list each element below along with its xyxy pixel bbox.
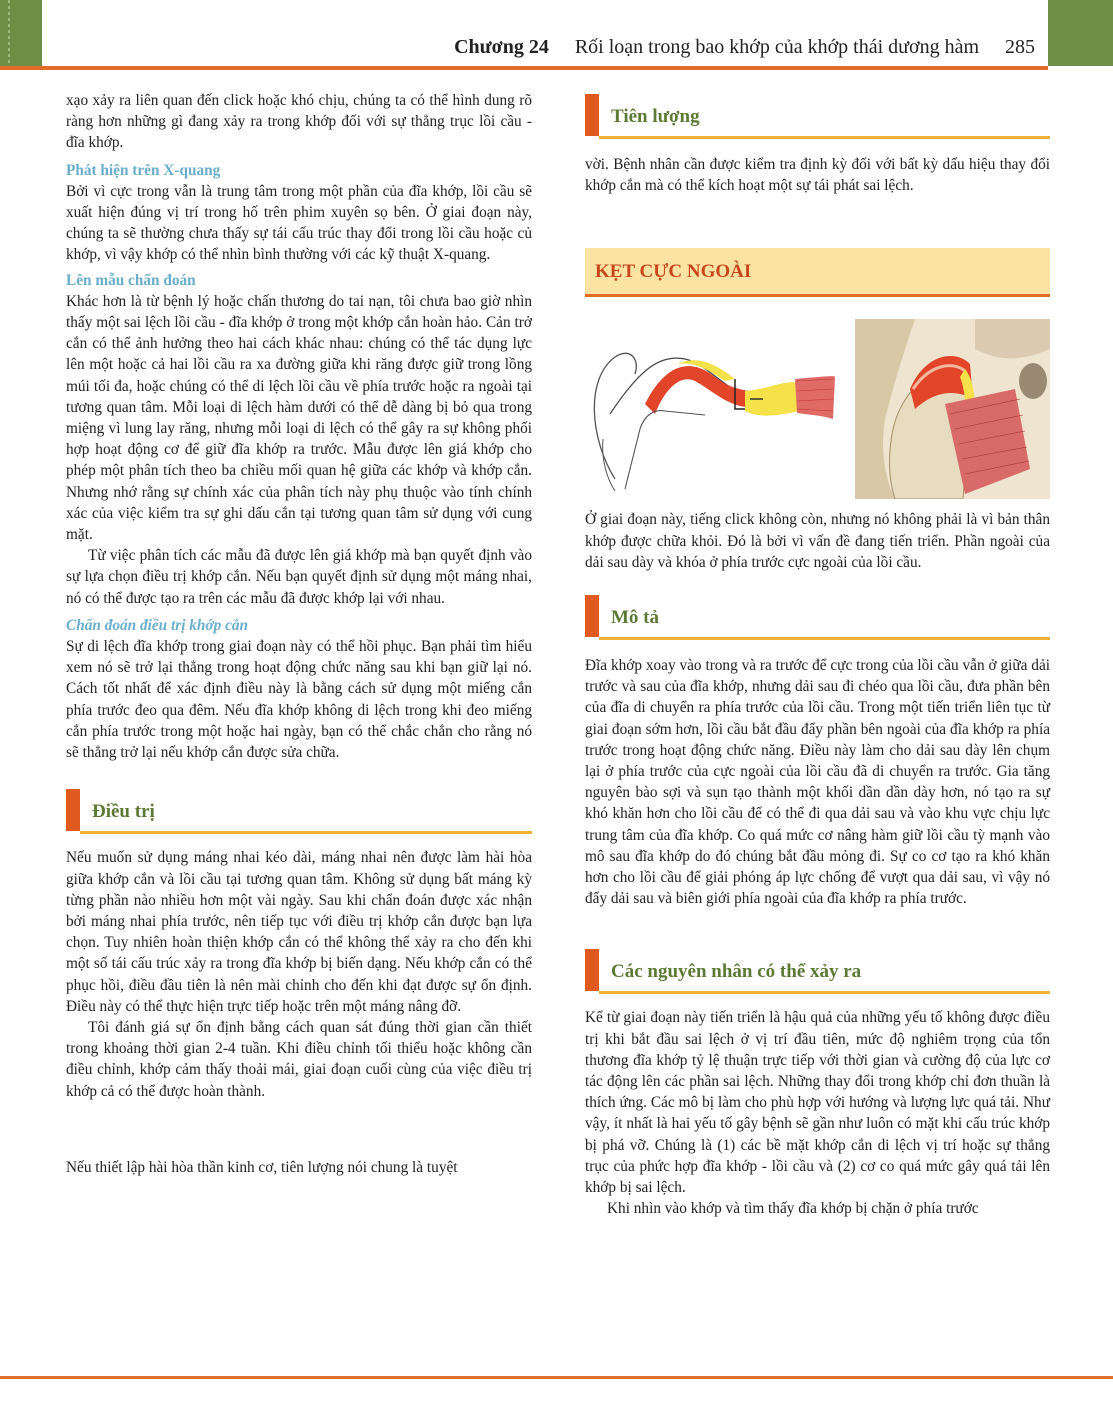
section-marker [585,94,599,136]
section-heading-causes [585,949,1050,993]
paragraph: Kể từ giai đoạn này tiến triển là hậu quả của những yếu tố không được điều trị khi bắt đầu sai lệch ở vị trí đầu tiên, mức độ nghiêm trọng của tổn thương đĩa khớp tỷ lệ thuận trực tiếp với thời gian và cường độ của lực cơ tác động lên các phần sai lệch. Những thay đổi trong khớp chỉ đơn thuần là thích ứng. Các mô bị làm cho phù hợp với hướng và lượng lực quá tải. Như vậy, ít nhất là hai yếu tố gây bệnh sẽ gần như luôn có mặt khi cấu trúc khớp bị phá vỡ. Chúng là (1) các bề mặt khớp cắn di lệch vị trí hoặc sự thẳng trục của phức hợp đĩa khớp - lồi cầu và (2) cơ co quá mức gây quá tải lên khớp bị sai lệch. [585,1009,1050,1197]
section-marker [585,595,599,637]
paragraph: Sự di lệch đĩa khớp trong giai đoạn này có thể hồi phục. Bạn phải tìm hiểu xem nó sẽ trở lại thẳng trong hoạt động chức năng sau khi bạn giữ lại nó. Cách tốt nhất để xác định điều này là bằng cách sử dụng một miếng cắn phía trước đeo qua đêm. Nếu đĩa khớp không di lệch trong khi đeo miếng cắn phía trước trong một hoặc hai ngày, bạn có thể chắc chắn cho rằng nó sẽ thẳng trở lại nếu khớp cắn được sửa chữa. [66,638,532,762]
section-marker [585,949,599,991]
section-heading-treatment [66,789,532,833]
header-rule [0,66,1048,70]
subheading-xray: Phát hiện trên X-quang [66,161,221,179]
left-column [66,90,532,1178]
section-rule [599,637,1050,640]
right-column [585,90,1050,1219]
section-marker [66,789,80,831]
section-title: Mô tả [611,607,660,629]
running-header [454,36,1035,59]
paragraph: Nếu muốn sử dụng máng nhai kéo dài, máng nhai nên được làm hài hòa giữa khớp cắn và lồi cầu tại tương quan tâm. Không sử dụng bất máng kỳ từng phần nào nhiều hơn một vài ngày. Sau khi chẩn đoán được xác nhận bởi máng nhai phía trước, nên tiếp tục với điều trị khớp cắn được bạn lựa chọn. Tuy nhiên hoàn thiện khớp cắn có thể không thể xảy ra cho đến khi một số tái cấu trúc xảy ra trong đĩa khớp bị biến dạng. Nếu khớp cắn có thể phục hồi, điều đầu tiên là nên mài chỉnh cho đến khi đạt được sự ổn định. Điều này có thể thực hiện trực tiếp hoặc trên một máng nâng đỡ. [66,849,532,1015]
footer-rule [0,1376,1113,1379]
paragraph: xạo xảy ra liên quan đến click hoặc khó chịu, chúng ta có thể hình dung rõ ràng hơn những gì đang xảy ra trong khớp đối với sự thẳng trục lồi cầu - đĩa khớp. [66,92,532,152]
paragraph: Nếu thiết lập hài hòa thần kinh cơ, tiên lượng nói chung là tuyệt [66,1158,458,1176]
section-rule [599,991,1050,994]
subheading-model: Lên mẫu chẩn đoán [66,271,196,289]
tmj-anatomy-illustration [855,319,1050,499]
section-heading-prognosis [585,94,1050,138]
page-number: 285 [1005,36,1035,58]
paragraph: vời. Bệnh nhân cần được kiểm tra định kỳ đối với bất kỳ dấu hiệu thay đổi khớp cắn mà có thể kích hoạt một sự tái phát sai lệch. [585,156,1050,195]
section-title: Các nguyên nhân có thể xảy ra [611,961,862,983]
chapter-label: Chương 24 [454,36,549,58]
paragraph: Bởi vì cực trong vẫn là trung tâm trong một phần của đĩa khớp, lồi cầu sẽ xuất hiện đúng vị trí trong hố trên phim xuyên sọ bên. Ở giai đoạn này, chúng ta sẽ thường chưa thấy sự tái cấu trúc thay đổi trong lồi cầu hoặc củ khớp, vì vậy khớp có thể nhìn bình thường với các kỹ thuật X-quang. [66,182,532,264]
page-edge-decoration-left [0,0,42,66]
paragraph: Từ việc phân tích các mẫu đã được lên giá khớp mà bạn quyết định vào sự lựa chọn điều trị khớp cắn. Nếu bạn quyết định sử dụng một máng nhai, nó có thể được tạo ra trên các mẫu đã được khớp lại với nhau. [66,547,532,607]
banner-title: KẸT CỰC NGOÀI [595,261,752,283]
paragraph: Khi nhìn vào khớp và tìm thấy đĩa khớp bị chặn ở phía trước [607,1200,979,1218]
section-rule [599,136,1050,139]
joint-illustrations [585,319,1050,499]
section-title: Điều trị [92,801,155,823]
subheading-diagnosis: Chẩn đoán điều trị khớp cắn [66,616,249,634]
chapter-title: Rối loạn trong bao khớp của khớp thái dương hàm [574,36,979,58]
paragraph: Ở giai đoạn này, tiếng click không còn, nhưng nó không phải là vì bản thân khớp được chữa khỏi. Đó là bởi vì vấn đề đang tiến triển. Phần ngoài của dải sau dày và khóa ở phía trước cực ngoài của lồi cầu. [585,511,1050,571]
chapter-section-banner [585,248,1050,297]
section-title: Tiên lượng [611,106,700,127]
page-edge-decoration-right [1048,0,1113,66]
tmj-diagrams [585,319,1050,499]
paragraph: Tôi đánh giá sự ổn định bằng cách quan sát đúng thời gian cần thiết trong khoảng thời gian 2-4 tuần. Khi điều chỉnh tối thiểu hoặc không cần điều chỉnh, khớp cảm thấy thoải mái, giai đoạn cuối cùng của việc điều trị khớp cả có thể được hoàn thành. [66,1018,532,1100]
disc-displacement-sketch [594,354,835,492]
section-heading-description [585,595,1050,639]
paragraph: Đĩa khớp xoay vào trong và ra trước để cực trong của lồi cầu vẫn ở giữa dải trước và sau của đĩa khớp, nhưng dải sau đi chéo qua lồi cầu, đưa phần bên của đĩa di chuyển ra phía trước của lồi cầu. Trong một tiến triển liên tục từ giai đoạn sớm hơn, lồi cầu bắt đầu đẩy phần bên ngoài của đĩa khớp ra phía trước trong hoạt động chức năng. Điều này làm cho dải sau dày lên chụm lại ở phía trước của cực ngoài của lồi cầu đã di chuyển ra trước. Gia tăng nguyên bào sợi và sụn tạo thành một khối dần dần dày hơn, nó tạo ra sự khó khăn hơn cho lồi cầu để có thể đi qua dải sau và vào khu vực chịu lực trung tâm của đĩa khớp. Co quá mức cơ nâng hàm giữ lồi cầu tỳ mạnh vào mô sau đĩa khớp do đó chúng bắt đầu mỏng đi. Sự co cơ tạo ra khó khăn hơn cho lồi cầu để giải phóng áp lực chống để vượt qua dải sau, vì vậy nó đẩy dải sau và biên giới phía ngoài của đĩa khớp ra phía trước. [585,657,1050,908]
paragraph: Khác hơn là từ bệnh lý hoặc chấn thương do tai nạn, tôi chưa bao giờ nhìn thấy một sai lệch lồi cầu - đĩa khớp ở trong một khớp cắn hoàn hảo. Cản trở cắn có thể ảnh hưởng theo hai cách khác nhau: chúng có thể tác dụng lực lên một hoặc cả hai lồi cầu ra xa đường giữa khi răng được giữ trong lồng múi tối đa, hoặc chúng có thể di lệch lồi cầu về phía trước hoặc ra ngoài tại tương quan tâm. Mỗi loại di lệch hàm dưới có thể dễ dàng bị bỏ qua trong miệng vì lung lay răng, nhưng mỗi loại di lệch có thể gây ra sự không phối hợp hoạt động cơ để giữ đĩa khớp ra trước. Mẫu được lên giá khớp cho phép một phân tích theo ba chiều mối quan hệ giữa các khớp và khớp cắn. Nhưng nhớ rằng sự chính xác của phân tích này phụ thuộc vào tính chính xác của việc kiểm tra sự ghi dấu cắn tại tương quan tâm sử dụng với cung mặt. [66,292,532,544]
section-rule [80,831,532,834]
